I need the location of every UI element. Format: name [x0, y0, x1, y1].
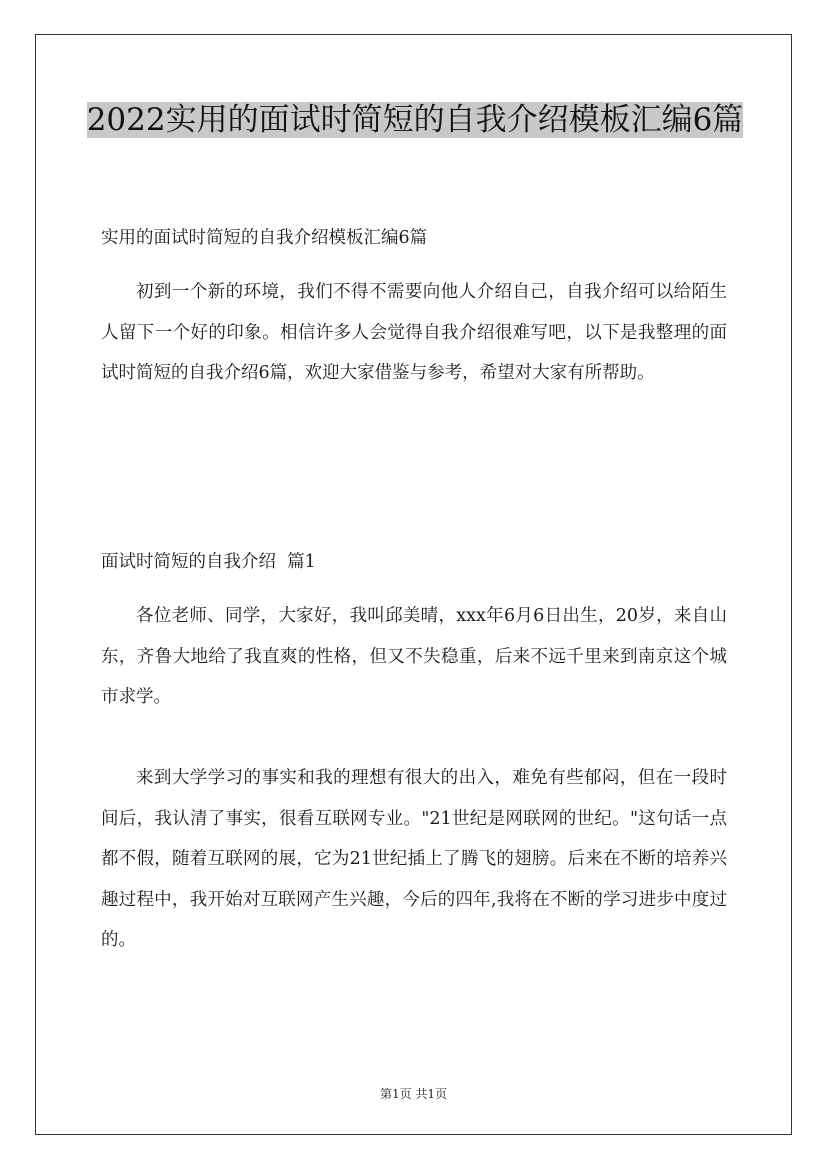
document-subtitle: 实用的面试时简短的自我介绍模板汇编6篇	[101, 228, 428, 248]
section-heading: 面试时简短的自我介绍 篇1	[101, 552, 316, 572]
page-border	[35, 34, 792, 1135]
body-paragraph-1: 各位老师、同学，大家好，我叫邱美晴，xxx年6月6日出生，20岁，来自山东，齐鲁大地给了我直爽的性格，但又不失稳重，后来不远千里来到南京这个城市求学。	[101, 606, 727, 707]
title-highlight: 2022实用的面试时简短的自我介绍模板汇编6篇	[86, 102, 744, 138]
intro-paragraph: 初到一个新的环境，我们不得不需要向他人介绍自己，自我介绍可以给陌生人留下一个好的印象。相信许多人会觉得自我介绍很难写吧，以下是我整理的面试时简短的自我介绍6篇，欢迎大家借鉴与参考，希望对大家有所帮助。	[101, 282, 727, 383]
page-footer: 第1页 共1页	[379, 1087, 448, 1101]
document-title	[60, 96, 770, 144]
body-paragraph-2: 来到大学学习的事实和我的理想有很大的出入，难免有些郁闷，但在一段时间后，我认清了事实，很看互联网专业。"21世纪是网联网的世纪。"这句话一点都不假，随着互联网的展，它为21世纪插上了腾飞的翅膀。后来在不断的培养兴趣过程中，我开始对互联网产生兴趣，今后的四年,我将在不断的学习进步中度过的。	[101, 768, 727, 950]
